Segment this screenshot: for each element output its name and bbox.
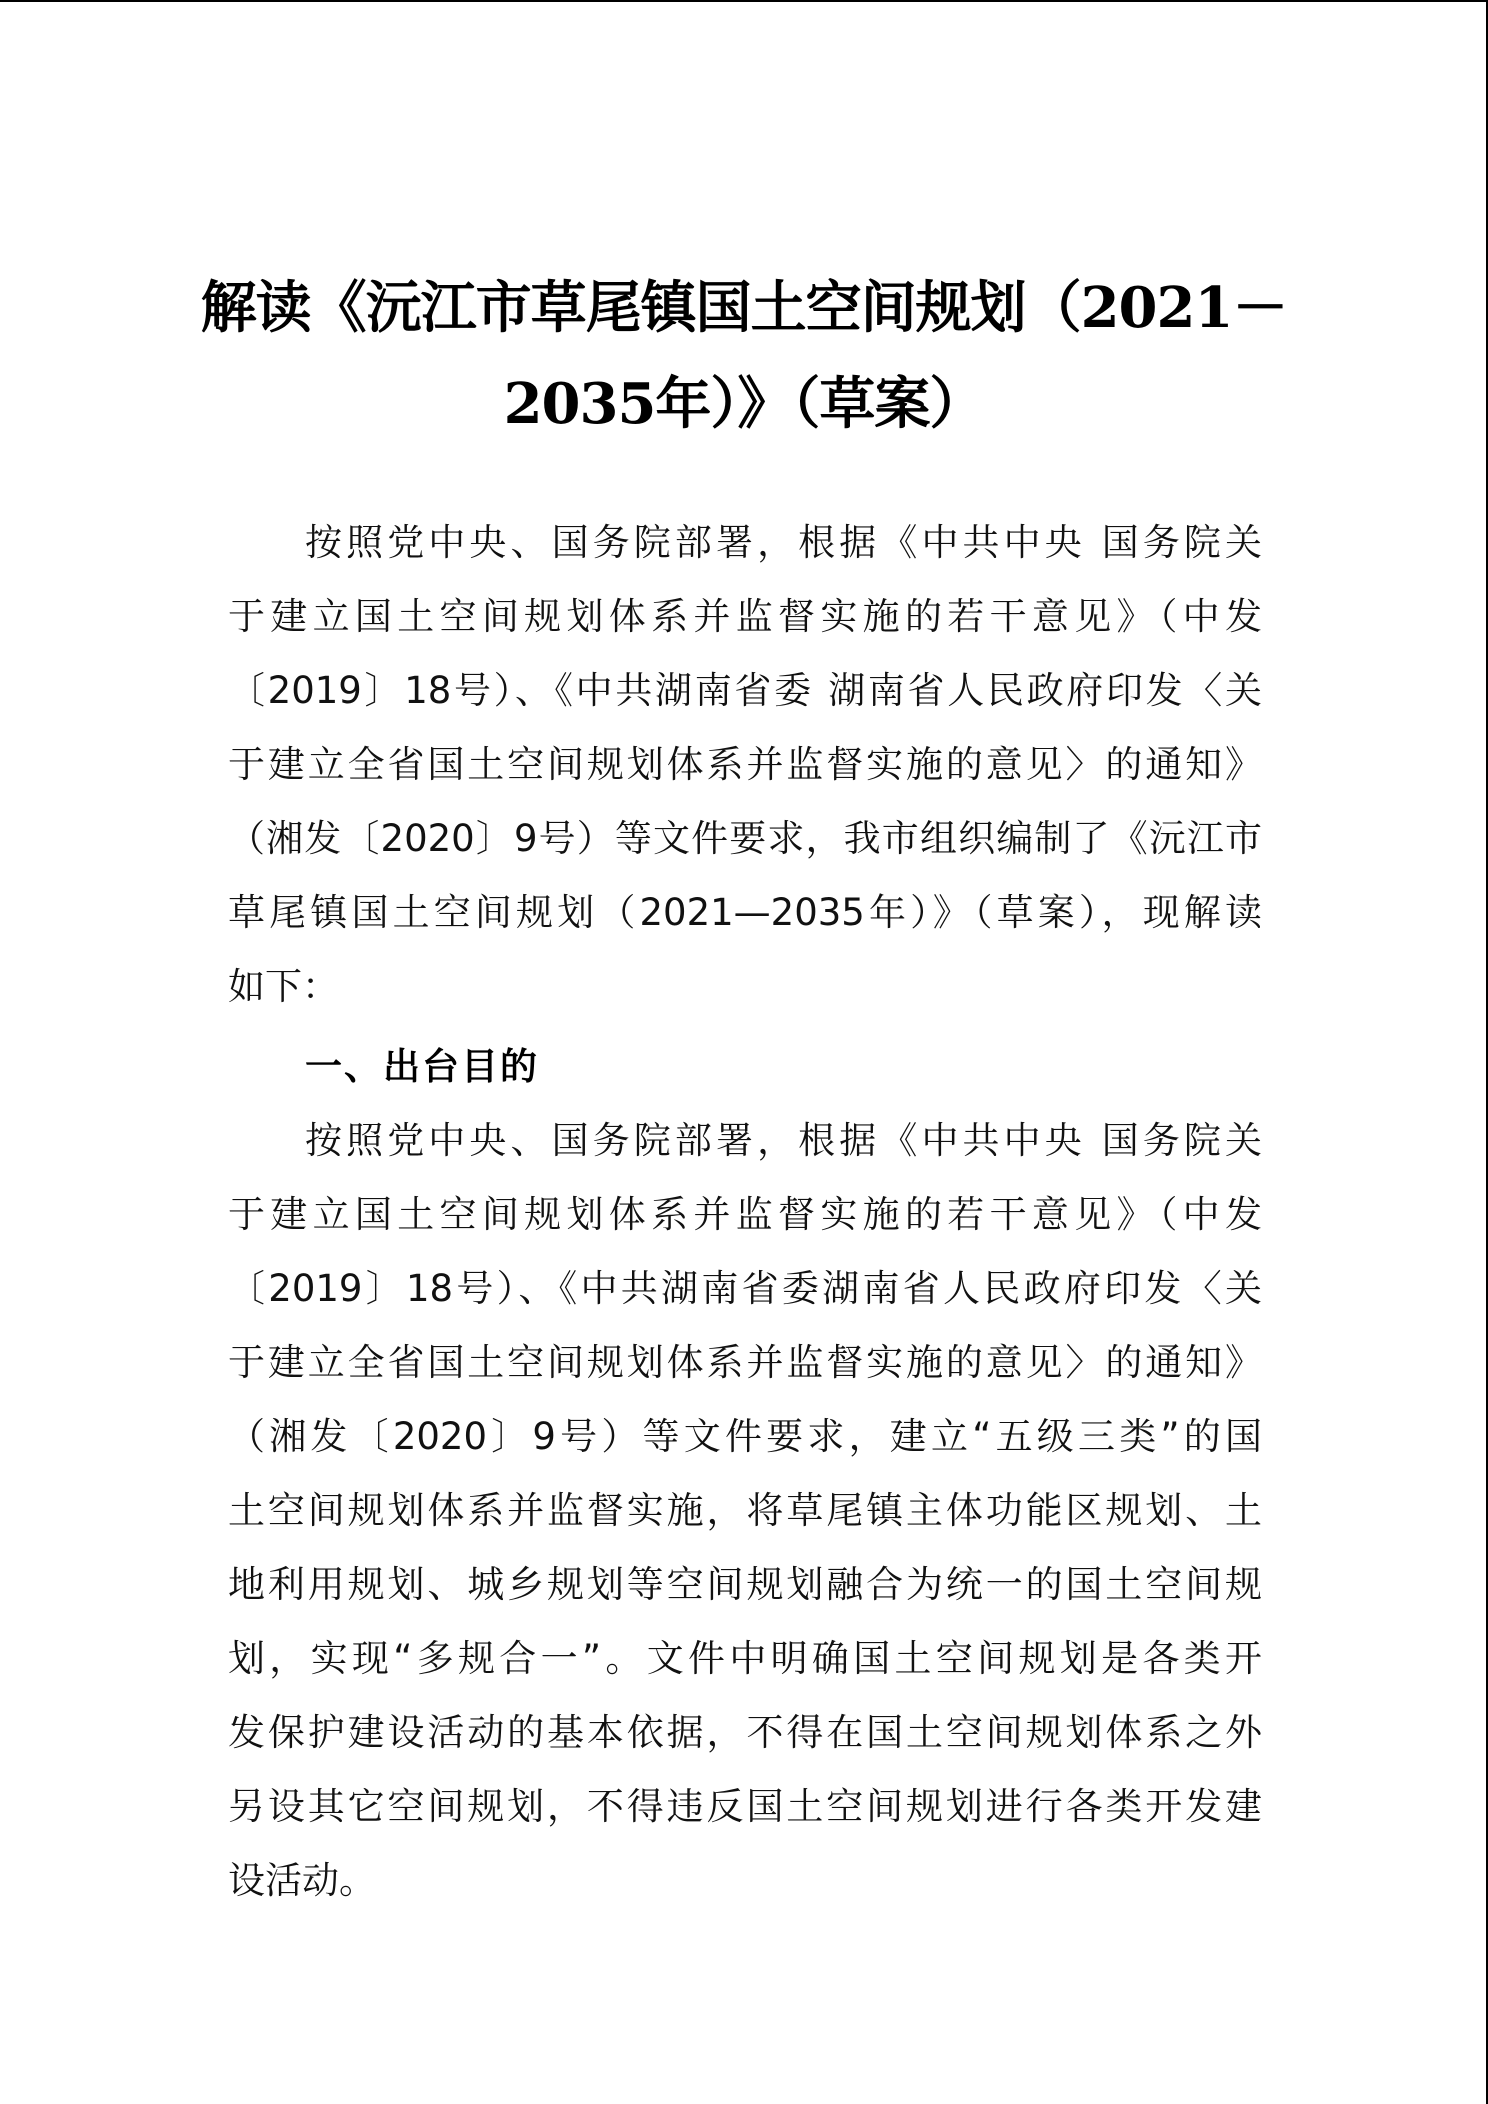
section-paragraph-line: 发保护建设活动的基本依据，不得在国土空间规划体系之外 <box>228 1711 1262 1754</box>
section-paragraph-line: （湘发〔2020〕9号）等文件要求，建立“五级三类”的国 <box>228 1415 1262 1458</box>
title-line-1: 解读《沅江市草尾镇国土空间规划（2021－ <box>200 275 1288 341</box>
section-paragraph-line: 〔2019〕18号）、《中共湖南省委湖南省人民政府印发〈关 <box>228 1267 1262 1310</box>
intro-paragraph-line: 〔2019〕18号）、《中共湖南省委 湖南省人民政府印发〈关 <box>228 669 1262 712</box>
title-line-2: 2035年）》（草案） <box>503 371 985 437</box>
intro-paragraph-line: 草尾镇国土空间规划（2021—2035年）》（草案），现解读 <box>228 891 1262 934</box>
section-paragraph-line: 地利用规划、城乡规划等空间规划融合为统一的国土空间规 <box>228 1563 1262 1606</box>
section-paragraph-line: 按照党中央、国务院部署，根据《中共中央 国务院关 <box>305 1119 1262 1162</box>
section-heading-purpose: 一、出台目的 <box>305 1045 539 1088</box>
section-paragraph-line: 于建立国土空间规划体系并监督实施的若干意见》（中发 <box>228 1193 1262 1236</box>
document-title <box>200 260 1288 452</box>
section-paragraph-line: 土空间规划体系并监督实施，将草尾镇主体功能区规划、土 <box>228 1489 1262 1532</box>
intro-paragraph-line: 于建立全省国土空间规划体系并监督实施的意见〉的通知》 <box>228 743 1262 786</box>
section-paragraph-line: 划，实现“多规合一”。文件中明确国土空间规划是各类开 <box>228 1637 1262 1680</box>
intro-paragraph-line: 于建立国土空间规划体系并监督实施的若干意见》（中发 <box>228 595 1262 638</box>
section-paragraph-line: 于建立全省国土空间规划体系并监督实施的意见〉的通知》 <box>228 1341 1262 1384</box>
intro-paragraph-line: 按照党中央、国务院部署，根据《中共中央 国务院关 <box>305 521 1262 564</box>
section-paragraph-line: 设活动。 <box>228 1859 376 1902</box>
intro-paragraph-line: 如下： <box>228 965 339 1008</box>
intro-paragraph-line: （湘发〔2020〕9号）等文件要求，我市组织编制了《沅江市 <box>228 817 1262 860</box>
section-paragraph-line: 另设其它空间规划，不得违反国土空间规划进行各类开发建 <box>228 1785 1262 1828</box>
